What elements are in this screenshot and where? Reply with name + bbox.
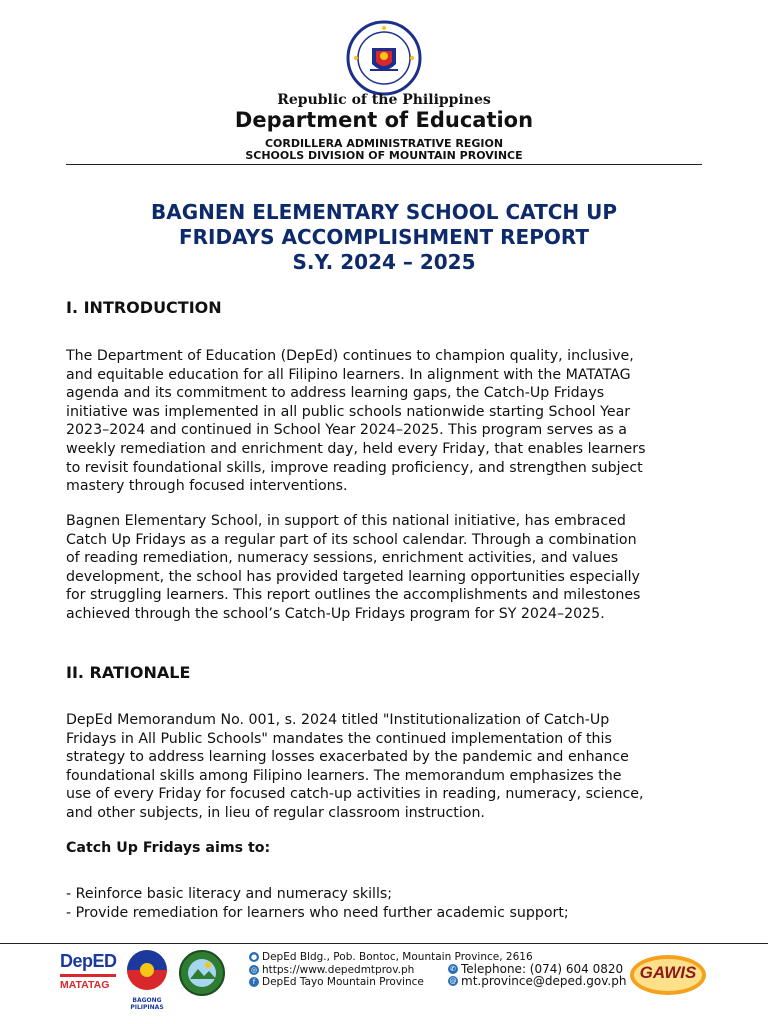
- introduction-paragraph-1: [66, 347, 716, 496]
- footer-email[interactable]: [448, 974, 626, 988]
- paragraph-line: of reading remediation, numeracy sessions, enrichment activities, and values: [66, 550, 619, 567]
- aims-list: [66, 885, 716, 922]
- facebook-icon: f: [249, 977, 259, 987]
- rationale-paragraph: [66, 711, 716, 823]
- department-heading: Department of Education: [234, 108, 534, 132]
- paragraph-line: 2023–2024 and continued in School Year 2024–2025. This program serves as a: [66, 422, 627, 439]
- title-line-3: S.Y. 2024 – 2025: [292, 250, 476, 274]
- introduction-heading: I. INTRODUCTION: [66, 298, 222, 317]
- report-title: [60, 200, 708, 275]
- paragraph-line: agenda and its commitment to address learning gaps, the Catch-Up Fridays: [66, 385, 605, 402]
- paragraph-line: use of every Friday for focused catch-up activities in reading, numeracy, science,: [66, 786, 644, 803]
- title-line-2: FRIDAYS ACCOMPLISHMENT REPORT: [178, 225, 590, 249]
- paragraph-line: for struggling learners. This report outlines the accomplishments and milestones: [66, 587, 641, 604]
- introduction-paragraph-2: [66, 512, 716, 624]
- rationale-heading: II. RATIONALE: [66, 663, 191, 682]
- bagong-pilipinas-logo: [118, 947, 176, 1011]
- region-heading: CORDILLERA ADMINISTRATIVE REGION: [264, 137, 504, 150]
- paragraph-line: weekly remediation and enrichment day, held every Friday, that enables learners: [66, 440, 646, 457]
- paragraph-line: achieved through the school’s Catch-Up Fridays program for SY 2024–2025.: [66, 605, 605, 622]
- paragraph-line: development, the school has provided targeted learning opportunities especially: [66, 568, 640, 585]
- footer-divider: [0, 943, 768, 944]
- bagong-pilipinas-text: BAGONG PILIPINAS: [130, 997, 164, 1011]
- address-text: DepEd Bldg., Pob. Bontoc, Mountain Province, 2616: [262, 951, 533, 963]
- email-link[interactable]: mt.province@deped.gov.ph: [461, 974, 627, 988]
- title-line-1: BAGNEN ELEMENTARY SCHOOL CATCH UP: [151, 200, 617, 224]
- paragraph-line: The Department of Education (DepEd) continues to champion quality, inclusive,: [66, 348, 634, 364]
- paragraph-line: to revisit foundational skills, improve reading proficiency, and strengthen subject: [66, 459, 643, 476]
- paragraph-line: Fridays in All Public Schools" mandates the continued implementation of this: [66, 730, 612, 747]
- facebook-link[interactable]: DepEd Tayo Mountain Province: [262, 976, 424, 988]
- paragraph-line: Catch Up Fridays as a regular part of its school calendar. Through a combination: [66, 531, 637, 548]
- paragraph-line: mastery through focused interventions.: [66, 478, 348, 495]
- division-heading: SCHOOLS DIVISION OF MOUNTAIN PROVINCE: [245, 149, 523, 162]
- aims-list-item: - Reinforce basic literacy and numeracy skills;: [66, 886, 393, 902]
- bagong-pilipinas-emblem: [118, 947, 176, 993]
- phone-icon: ✆: [448, 964, 458, 974]
- aims-heading: Catch Up Fridays aims to:: [66, 840, 271, 856]
- telephone-text: Telephone: (074) 604 0820: [461, 962, 624, 976]
- logo-stripe: [60, 974, 116, 977]
- division-seal-logo: [178, 949, 226, 997]
- deped-logo-text: DepED: [60, 951, 117, 971]
- footer-website[interactable]: [249, 964, 414, 976]
- website-link[interactable]: https://www.depedmtprov.ph: [262, 964, 415, 976]
- page-footer: [0, 943, 768, 1024]
- paragraph-line: Bagnen Elementary School, in support of this national initiative, has embraced: [66, 513, 626, 529]
- globe-icon: ◎: [250, 966, 258, 974]
- header-divider: [66, 164, 702, 165]
- email-icon: @: [449, 977, 457, 985]
- paragraph-line: DepEd Memorandum No. 001, s. 2024 titled "Institutionalization of Catch-Up: [66, 712, 610, 728]
- footer-facebook[interactable]: [249, 976, 424, 988]
- paragraph-line: and equitable education for all Filipino learners. In alignment with the MATATAG: [66, 366, 631, 383]
- location-pin-icon: ●: [250, 953, 258, 961]
- matatag-logo-text: MATATAG: [60, 979, 110, 991]
- deped-seal-logo: [346, 20, 422, 96]
- gawis-logo: [628, 949, 708, 997]
- republic-heading: Republic of the Philippines: [277, 92, 491, 108]
- paragraph-line: and other subjects, in lieu of regular classroom instruction.: [66, 804, 485, 821]
- aims-list-item: - Provide remediation for learners who need further academic support;: [66, 904, 569, 921]
- gawis-text: GAWIS: [639, 963, 697, 982]
- deped-matatag-logo: [60, 951, 116, 1003]
- paragraph-line: initiative was implemented in all public schools nationwide starting School Year: [66, 403, 631, 420]
- paragraph-line: strategy to address learning losses exacerbated by the pandemic and enhance: [66, 749, 629, 766]
- paragraph-line: foundational skills among Filipino learners. The memorandum emphasizes the: [66, 767, 622, 784]
